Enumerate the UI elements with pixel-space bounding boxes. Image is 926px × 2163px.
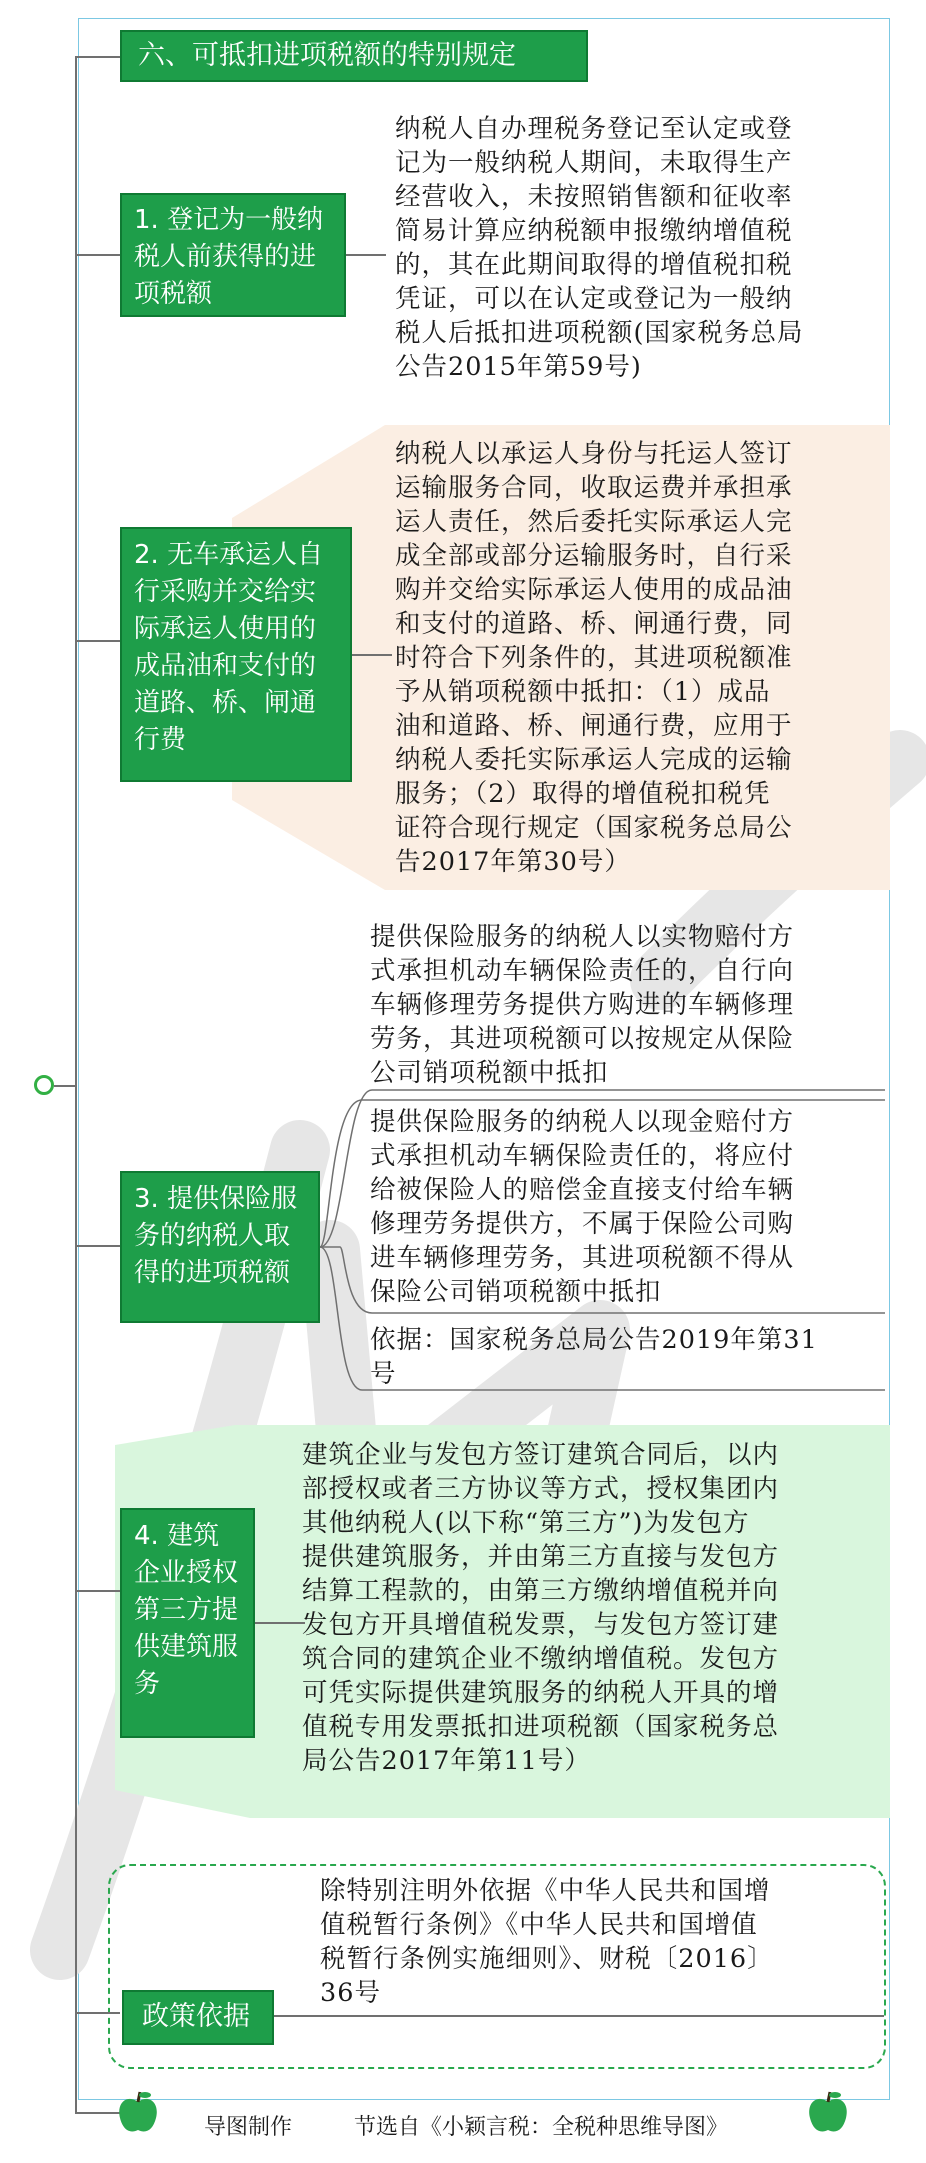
topic1-text: 纳税人自办理税务登记至认定或登 记为一般纳税人期间，未取得生产 经营收入，未按照销售额和征收率 简易计算应纳税额申报缴纳增值税 的，其在此期间取得的增值税扣税 凭证，可以在认定或登记为一般纳 税人后抵扣进项税额(国家税务总局 公告2015年第59号) xyxy=(395,114,804,382)
topic2-label: 2. 无车承运人自行采购并交给实际承运人使用的成品油和支付的道路、桥、闸通行费 xyxy=(120,527,352,782)
topic4-text: 建筑企业与发包方签订建筑合同后，以内 部授权或者三方协议等方式，授权集团内 其他纳税人(以下称“第三方”)为发包方 提供建筑服务，并由第三方直接与发包方 结算工程款的，由第三方缴纳增值税并向 发包方开具增值税发票，与发包方签订建 筑合同的建筑企业不缴纳增值税。发包方 可凭实际提供建筑服务的纳税人开具的增 值税专用发票抵扣进项税额（国家税务总 局公告2017年第11号） xyxy=(302,1440,780,1776)
policy-label: 政策依据 xyxy=(122,1990,274,2045)
topic1-label: 1. 登记为一般纳税人前获得的进项税额 xyxy=(120,193,346,317)
topic3-item2: 提供保险服务的纳税人以现金赔付方 式承担机动车辆保险责任的，将应付 给被保险人的赔偿金直接支付给车辆 修理劳务提供方，不属于保险公司购 进车辆修理劳务，其进项税额不得从 保险公司销项税额中抵扣 xyxy=(370,1107,795,1307)
apple-icon xyxy=(116,2088,160,2136)
topic3-label: 3. 提供保险服务的纳税人取得的进项税额 xyxy=(120,1171,320,1323)
policy-text: 除特别注明外依据《中华人民共和国增 值税暂行条例》《中华人民共和国增值 税暂行条例实施细则》、财税〔2016〕 36号 xyxy=(320,1876,774,2008)
apple-icon xyxy=(806,2088,850,2136)
topic3-item1: 提供保险服务的纳税人以实物赔付方 式承担机动车辆保险责任的，自行向 车辆修理劳务提供方购进的车辆修理 劳务，其进项税额可以按规定从保险 公司销项税额中抵扣 xyxy=(370,922,795,1088)
topic2-text: 纳税人以承运人身份与托运人签订 运输服务合同，收取运费并承担承 运人责任，然后委托实际承运人完 成全部或部分运输服务时，自行采 购并交给实际承运人使用的成品油 和支付的道路、桥、闸通行费，同 时符合下列条件的，其进项税额准 予从销项税额中抵扣：（1）成品 油和道路、桥、闸通行费，应用于 纳税人委托实际承运人完成的运输 服务；（2）取得的增值税扣税凭 证符合现行规定（国家税务总局公 告2017年第30号） xyxy=(395,439,793,877)
topic4-label: 4. 建筑企业授权第三方提供建筑服务 xyxy=(120,1508,255,1738)
topic3-item3: 依据：国家税务总局公告2019年第31 号 xyxy=(370,1325,818,1389)
footer-made-by: 导图制作 xyxy=(204,2115,293,2140)
footer-source: 节选自《小颖言税：全税种思维导图》 xyxy=(354,2115,729,2140)
section-title: 六、可抵扣进项税额的特别规定 xyxy=(120,30,588,82)
